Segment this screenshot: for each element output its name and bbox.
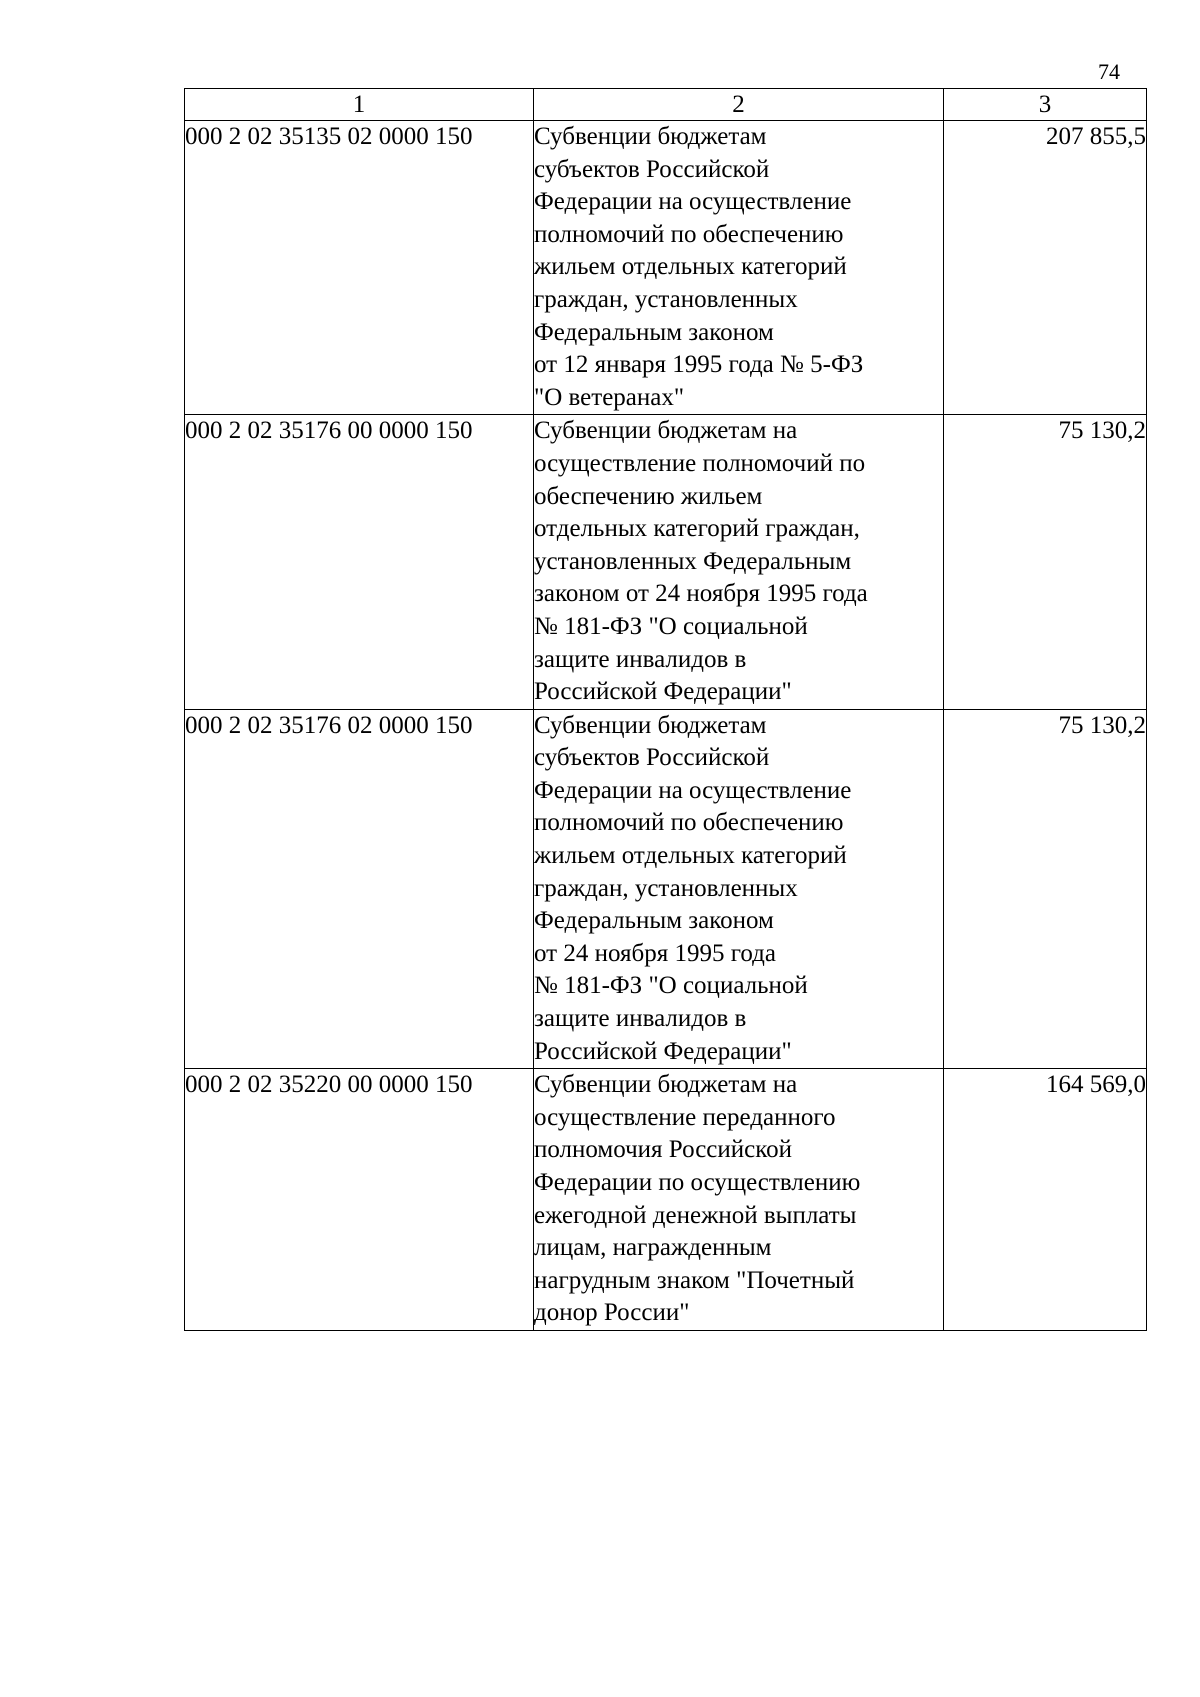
description-line: жильем отдельных категорий [534,842,847,870]
table-header [185,89,1147,121]
table-row [185,709,1147,1069]
page-number: 74 [1098,59,1120,84]
description-line: Субвенции бюджетам на [534,417,798,445]
budget-table [184,88,1147,1331]
description-line: Субвенции бюджетам [534,123,767,150]
header-row [185,89,1147,121]
description-line: субъектов Российской [534,744,770,772]
amount-cell: 207 855,5 [944,121,1147,415]
description-line: законом от 24 ноября 1995 года [534,580,868,608]
description-cell [534,121,944,415]
description-cell [534,415,944,709]
description-line: отдельных категорий граждан, [534,515,860,543]
description-line: от 24 ноября 1995 года [534,939,776,967]
table-row [185,415,1147,709]
description-line: полномочия Российской [534,1136,793,1164]
description-line: лицам, награжденным [534,1234,772,1262]
description-line: нагрудным знаком "Почетный [534,1266,855,1294]
description-line: № 181-ФЗ "О социальной [534,612,808,640]
description-line: субъектов Российской [534,155,770,183]
description-line: Федеральным законом [534,318,774,346]
budget-code-cell: 000 2 02 35176 00 0000 150 [185,415,534,709]
description-line: Федерации на осуществление [534,776,852,804]
table-row [185,1069,1147,1331]
amount-cell: 164 569,0 [944,1069,1147,1331]
description-cell [534,1069,944,1331]
table-row [185,121,1147,415]
description-line: защите инвалидов в [534,645,747,673]
description-line: осуществление переданного [534,1103,836,1131]
description-line: Российской Федерации" [534,678,792,706]
description-line: осуществление полномочий по [534,449,866,477]
description-line: ежегодной денежной выплаты [534,1201,857,1229]
table-body [185,121,1147,1331]
description-line: Федерации на осуществление [534,188,852,216]
description-line: жильем отдельных категорий [534,253,847,281]
description-line: установленных Федеральным [534,547,852,575]
budget-code-cell: 000 2 02 35135 02 0000 150 [185,121,534,415]
header-col-3: 3 [944,89,1147,121]
budget-code-cell: 000 2 02 35220 00 0000 150 [185,1069,534,1331]
description-line: от 12 января 1995 года № 5-ФЗ [534,351,864,379]
amount-cell: 75 130,2 [944,709,1147,1069]
description-line: "О ветеранах" [534,383,685,411]
description-line: Субвенции бюджетам на [534,1071,798,1099]
description-line: донор России" [534,1299,690,1327]
description-line: Федеральным законом [534,907,774,935]
description-line: полномочий по обеспечению [534,220,844,248]
amount-cell: 75 130,2 [944,415,1147,709]
description-line: Федерации по осуществлению [534,1169,861,1196]
description-line: обеспечению жильем [534,482,763,510]
description-line: Субвенции бюджетам [534,711,767,739]
header-col-2: 2 [534,89,944,121]
header-col-1: 1 [185,89,534,121]
description-line: № 181-ФЗ "О социальной [534,972,808,1000]
description-line: защите инвалидов в [534,1005,747,1033]
description-line: полномочий по обеспечению [534,809,844,837]
budget-code-cell: 000 2 02 35176 02 0000 150 [185,709,534,1069]
description-cell [534,709,944,1069]
description-line: граждан, установленных [534,285,798,313]
description-line: граждан, установленных [534,874,798,902]
description-line: Российской Федерации" [534,1037,792,1065]
